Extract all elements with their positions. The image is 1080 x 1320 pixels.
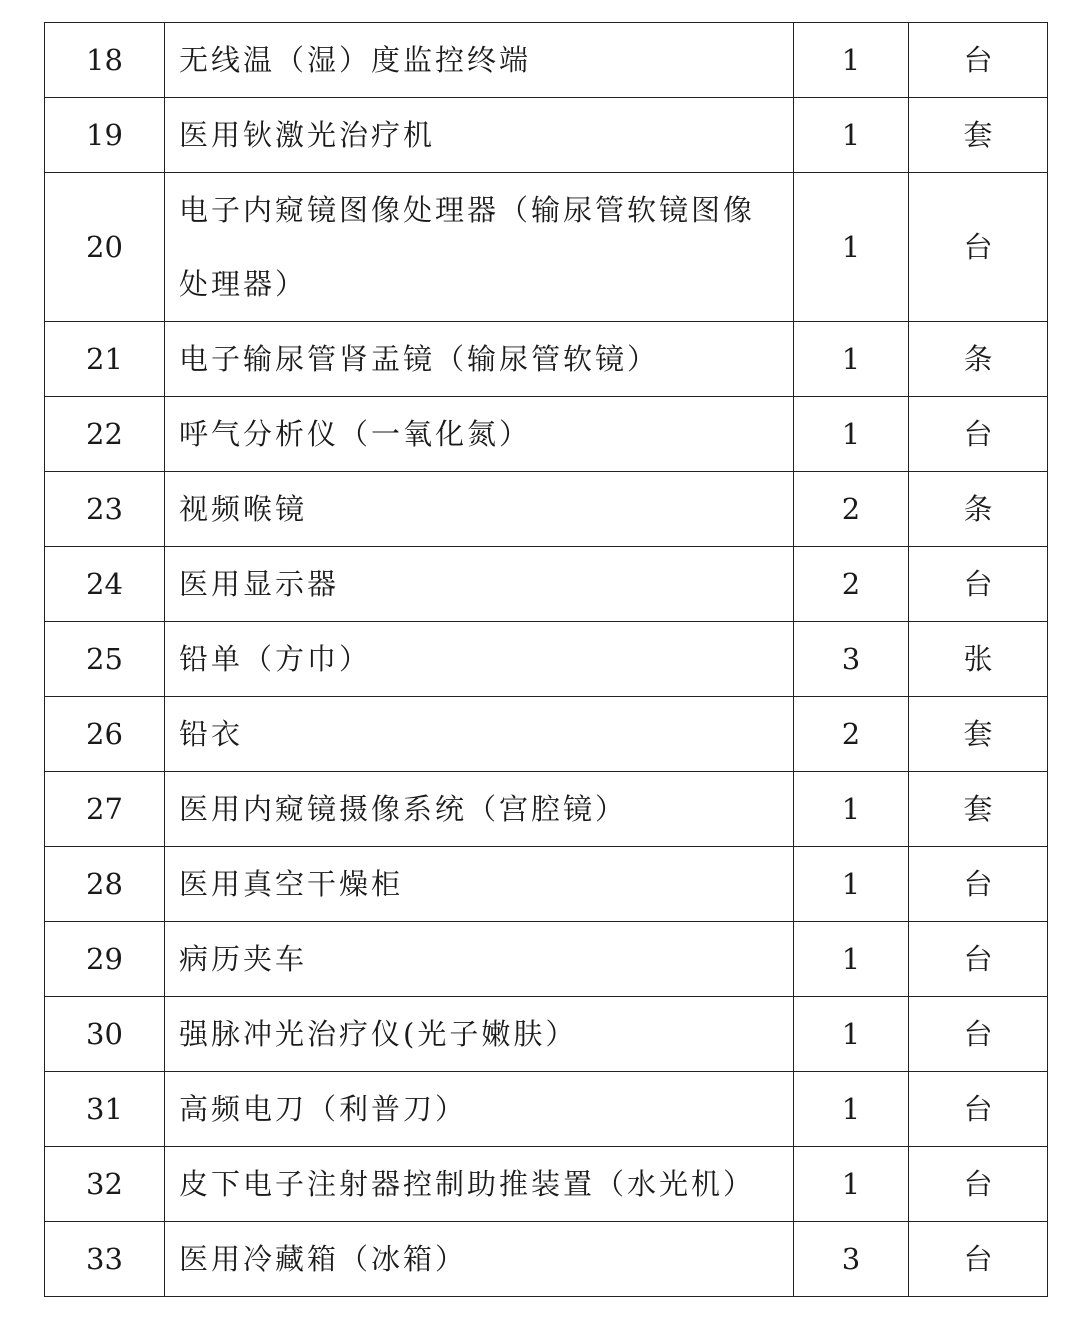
equipment-name: 铅单（方巾） <box>165 622 794 697</box>
table-row <box>45 922 1048 997</box>
quantity: 2 <box>794 472 909 547</box>
equipment-name: 铅衣 <box>165 697 794 772</box>
table-row <box>45 847 1048 922</box>
table-row <box>45 1222 1048 1297</box>
equipment-name: 强脉冲光治疗仪(光子嫩肤） <box>165 997 794 1072</box>
table-row <box>45 547 1048 622</box>
row-number: 26 <box>45 697 165 772</box>
equipment-name: 电子输尿管肾盂镜（输尿管软镜） <box>165 322 794 397</box>
quantity: 3 <box>794 1222 909 1297</box>
row-number: 22 <box>45 397 165 472</box>
table-row <box>45 772 1048 847</box>
unit: 台 <box>909 1072 1048 1147</box>
equipment-name: 医用内窥镜摄像系统（宫腔镜） <box>165 772 794 847</box>
quantity: 1 <box>794 397 909 472</box>
unit: 台 <box>909 847 1048 922</box>
equipment-name: 医用真空干燥柜 <box>165 847 794 922</box>
unit: 台 <box>909 23 1048 98</box>
table-row <box>45 98 1048 173</box>
unit: 台 <box>909 547 1048 622</box>
unit: 套 <box>909 697 1048 772</box>
quantity: 1 <box>794 98 909 173</box>
quantity: 1 <box>794 1147 909 1222</box>
table-row <box>45 622 1048 697</box>
table-row <box>45 322 1048 397</box>
quantity: 1 <box>794 23 909 98</box>
row-number: 28 <box>45 847 165 922</box>
unit: 套 <box>909 772 1048 847</box>
equipment-name: 视频喉镜 <box>165 472 794 547</box>
quantity: 1 <box>794 997 909 1072</box>
unit: 台 <box>909 1222 1048 1297</box>
table-row <box>45 397 1048 472</box>
unit: 台 <box>909 173 1048 322</box>
quantity: 1 <box>794 173 909 322</box>
table-row <box>45 23 1048 98</box>
table-row <box>45 173 1048 322</box>
unit: 台 <box>909 997 1048 1072</box>
quantity: 1 <box>794 1072 909 1147</box>
table-row <box>45 1072 1048 1147</box>
row-number: 32 <box>45 1147 165 1222</box>
table-row <box>45 997 1048 1072</box>
quantity: 1 <box>794 322 909 397</box>
equipment-name: 电子内窥镜图像处理器（输尿管软镜图像处理器） <box>165 173 794 322</box>
row-number: 30 <box>45 997 165 1072</box>
quantity: 1 <box>794 922 909 997</box>
unit: 台 <box>909 922 1048 997</box>
row-number: 33 <box>45 1222 165 1297</box>
equipment-name: 医用显示器 <box>165 547 794 622</box>
unit: 条 <box>909 322 1048 397</box>
unit: 台 <box>909 1147 1048 1222</box>
row-number: 27 <box>45 772 165 847</box>
quantity: 2 <box>794 547 909 622</box>
equipment-name: 高频电刀（利普刀） <box>165 1072 794 1147</box>
unit: 套 <box>909 98 1048 173</box>
equipment-name: 医用钬激光治疗机 <box>165 98 794 173</box>
equipment-name: 病历夹车 <box>165 922 794 997</box>
row-number: 23 <box>45 472 165 547</box>
equipment-name: 医用冷藏箱（冰箱） <box>165 1222 794 1297</box>
row-number: 19 <box>45 98 165 173</box>
quantity: 2 <box>794 697 909 772</box>
equipment-table <box>44 22 1048 1297</box>
table-row <box>45 1147 1048 1222</box>
equipment-name: 皮下电子注射器控制助推装置（水光机） <box>165 1147 794 1222</box>
row-number: 20 <box>45 173 165 322</box>
row-number: 25 <box>45 622 165 697</box>
table-row <box>45 472 1048 547</box>
quantity: 1 <box>794 847 909 922</box>
quantity: 1 <box>794 772 909 847</box>
row-number: 21 <box>45 322 165 397</box>
equipment-name: 无线温（湿）度监控终端 <box>165 23 794 98</box>
row-number: 18 <box>45 23 165 98</box>
table-row <box>45 697 1048 772</box>
equipment-name: 呼气分析仪（一氧化氮） <box>165 397 794 472</box>
unit: 张 <box>909 622 1048 697</box>
row-number: 24 <box>45 547 165 622</box>
quantity: 3 <box>794 622 909 697</box>
row-number: 31 <box>45 1072 165 1147</box>
row-number: 29 <box>45 922 165 997</box>
unit: 条 <box>909 472 1048 547</box>
unit: 台 <box>909 397 1048 472</box>
